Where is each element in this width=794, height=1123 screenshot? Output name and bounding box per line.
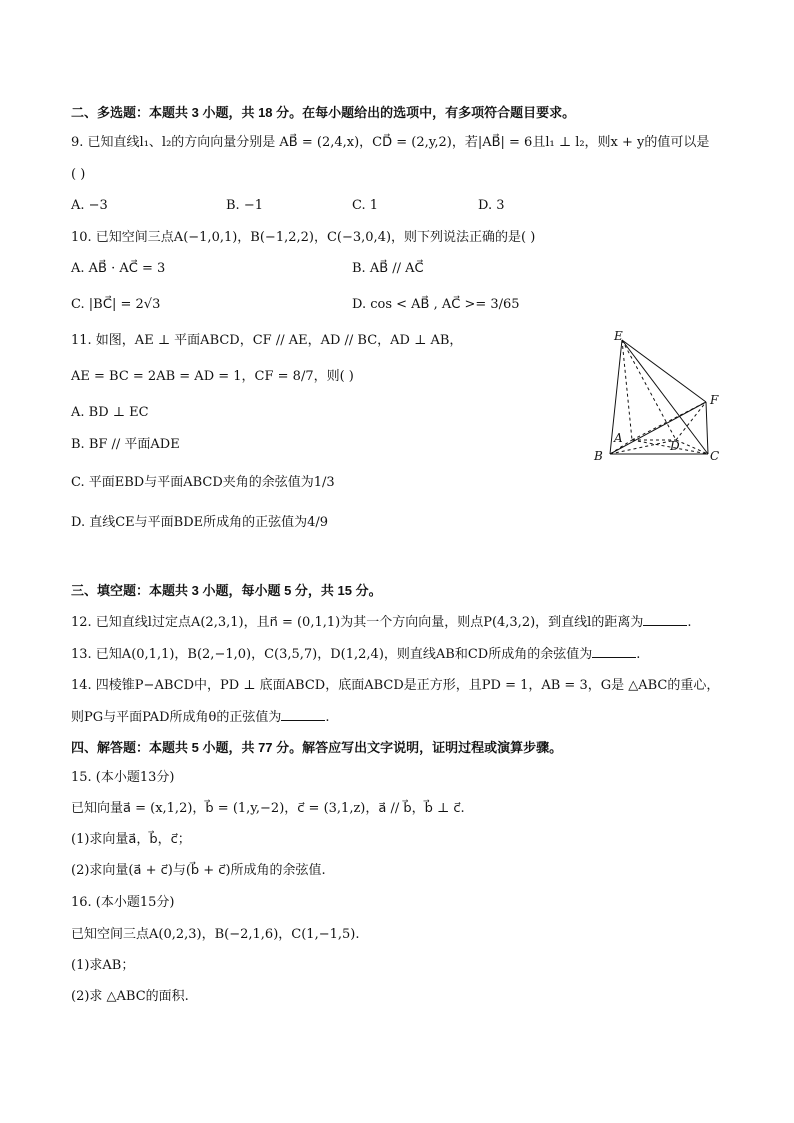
edge-EC [622,340,708,454]
q10-option-d: D. cos < AB⃗ , AC⃗ >= 3/65 [352,297,520,312]
q14-line-1: 14. 四棱锥P−ABCD中，PD ⊥ 底面ABCD，底面ABCD是正方形，且PD = 1，AB = 3，G是 △ABC的重心， [71,678,720,693]
q11-stem-1: 11. 如图，AE ⊥ 平面ABCD，CF // AE，AD // BC，AD ⊥ AB， [71,333,463,348]
q11-geometry-figure [586,328,726,468]
label-F: F [710,393,719,407]
q12-period: . [687,615,692,630]
q14-answer-blank[interactable] [281,708,325,721]
q14-text: 则PG与平面PAD所成角θ的正弦值为 [71,710,282,725]
q10-stem: 10. 已知空间三点A(−1,0,1)，B(−1,2,2)，C(−3,0,4)，则下列说法正确的是( ) [71,230,536,245]
q9-paren: ( ) [71,167,86,182]
q11-option-d: D. 直线CE与平面BDE所成角的正弦值为4/9 [71,515,329,530]
q13-stem [71,645,640,664]
q13-answer-blank[interactable] [592,645,636,658]
label-D: D [670,439,680,453]
q16-stem: 已知空间三点A(0,2,3)，B(−2,1,6)，C(1,−1,5). [71,927,360,942]
q11-option-c: C. 平面EBD与平面ABCD夹角的余弦值为1/3 [71,475,335,490]
q9-stem: 9. 已知直线l₁、l₂的方向向量分别是 AB⃗ = (2,4,x)，CD⃗ = (2,y,2)，若|AB⃗| = 6且l₁ ⊥ l₂，则x + y的值可以是 [71,135,710,150]
q11-stem-2: AE = BC = 2AB = AD = 1，CF = 8/7，则( ) [71,369,354,384]
q12-text: 12. 已知直线l过定点A(2,3,1)，且n⃗ = (0,1,1)为其一个方向向量，则点P(4,3,2)，到直线l的距离为 [71,615,644,630]
label-E: E [614,329,623,343]
q14-period: . [325,710,330,725]
q9-option-c: C. 1 [352,198,379,213]
edge-EF [622,340,706,402]
section-2-header: 二、多选题：本题共 3 小题，共 18 分。在每小题给出的选项中，有多项符合题目要求。 [71,105,576,120]
q16-title: 16. (本小题15分) [71,895,175,910]
q16-part-1: (1)求AB； [71,958,135,973]
q9-option-d: D. 3 [478,198,505,213]
q14-line-2 [71,708,329,727]
edge-DF [676,402,706,440]
q9-option-a: A. −3 [71,198,108,213]
q10-option-c: C. |BC⃗| = 2√3 [71,297,161,312]
q16-part-2: (2)求 △ABC的面积. [71,989,189,1004]
q12-stem [71,613,691,632]
q13-text: 13. 已知A(0,1,1)，B(2,−1,0)，C(3,5,7)，D(1,2,4)，则直线AB和CD所成角的余弦值为 [71,647,593,662]
q15-part-2: (2)求向量(a⃗ + c⃗)与(b⃗ + c⃗)所成角的余弦值. [71,863,326,878]
q15-stem: 已知向量a⃗ = (x,1,2)，b⃗ = (1,y,−2)，c⃗ = (3,1,z)，a⃗ // b⃗，b⃗ ⊥ c⃗. [71,801,465,816]
q10-option-b: B. AB⃗ // AC⃗ [352,261,424,276]
q12-answer-blank[interactable] [643,613,687,626]
q13-period: . [636,647,641,662]
q11-option-b: B. BF // 平面ADE [71,437,180,452]
q15-part-1: (1)求向量a⃗，b⃗，c⃗； [71,832,191,847]
label-C: C [710,449,720,463]
label-A: A [614,431,623,445]
q9-option-b: B. −1 [226,198,263,213]
q10-option-a: A. AB⃗ · AC⃗ = 3 [71,261,166,276]
q15-title: 15. (本小题13分) [71,770,175,785]
edge-FC [706,402,708,454]
section-3-header: 三、填空题：本题共 3 小题，每小题 5 分，共 15 分。 [71,583,382,598]
edge-EA [622,340,632,440]
section-4-header: 四、解答题：本题共 5 小题，共 77 分。解答应写出文字说明，证明过程或演算步骤。 [71,740,563,755]
label-B: B [594,449,603,463]
q11-option-a: A. BD ⊥ EC [71,405,149,420]
